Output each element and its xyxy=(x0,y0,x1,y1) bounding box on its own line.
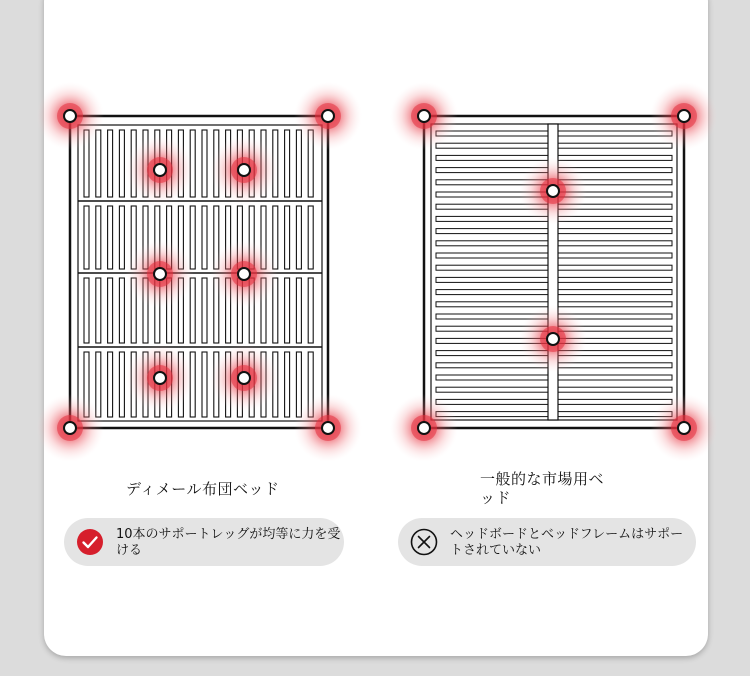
left-bed-slat xyxy=(202,278,207,343)
support-point-marker xyxy=(210,136,278,204)
support-point-marker xyxy=(210,240,278,308)
left-bed-diagram xyxy=(70,116,328,428)
right-bed-slat xyxy=(436,277,548,282)
left-bed-slat xyxy=(296,278,301,343)
left-bed-slat xyxy=(108,206,113,269)
right-bed-slat xyxy=(436,290,548,295)
left-bed-slat xyxy=(190,206,195,269)
left-feature-text: 10本のサポートレッグが均等に力を受ける xyxy=(116,527,341,558)
left-bed-slat xyxy=(285,130,290,197)
support-point-marker xyxy=(36,82,104,150)
support-point-marker xyxy=(650,82,718,150)
support-point-marker xyxy=(390,82,458,150)
right-bed-slat xyxy=(436,375,548,380)
support-point-marker xyxy=(126,240,194,308)
support-point-marker xyxy=(519,157,587,225)
left-bed-slat xyxy=(285,278,290,343)
right-feature-text: ヘッドボードとベッドフレームはサポートされていない xyxy=(450,527,684,558)
right-bed-slat xyxy=(558,265,672,270)
left-bed-slat xyxy=(202,130,207,197)
left-bed-slat xyxy=(119,130,124,197)
right-bed-slat xyxy=(558,399,672,404)
right-bed-slat xyxy=(558,229,672,234)
support-point-marker xyxy=(210,344,278,412)
left-bed-slat xyxy=(296,130,301,197)
support-point-marker xyxy=(519,305,587,373)
right-bed-slat xyxy=(558,375,672,380)
left-bed-slat xyxy=(285,352,290,417)
left-bed-slat xyxy=(108,278,113,343)
support-point-marker xyxy=(36,394,104,462)
right-feature-pill xyxy=(398,518,696,566)
right-bed-slat xyxy=(558,216,672,221)
left-bed-slat xyxy=(96,206,101,269)
support-point-marker xyxy=(294,82,362,150)
right-bed-slat xyxy=(436,399,548,404)
left-bed-slat xyxy=(119,352,124,417)
x-circle-icon xyxy=(410,528,438,556)
left-bed-slat xyxy=(308,278,313,343)
left-bed-slat xyxy=(308,206,313,269)
left-feature-pill xyxy=(64,518,344,566)
right-bed-slat xyxy=(436,265,548,270)
right-bed-slat xyxy=(558,253,672,258)
left-bed-slat xyxy=(296,206,301,269)
left-bed-slat xyxy=(96,278,101,343)
support-point-marker xyxy=(650,394,718,462)
right-bed-slat xyxy=(436,143,548,148)
right-bed-slat xyxy=(558,302,672,307)
left-bed-slat xyxy=(108,130,113,197)
right-bed-slat xyxy=(436,387,548,392)
left-bed-caption: ディメール布団ベッド xyxy=(126,480,280,498)
right-bed-slat xyxy=(558,155,672,160)
right-bed-slat xyxy=(558,241,672,246)
right-bed-slat xyxy=(436,253,548,258)
left-bed-slat xyxy=(119,278,124,343)
check-circle-icon xyxy=(76,528,104,556)
left-bed-slat xyxy=(84,278,89,343)
support-point-marker xyxy=(126,344,194,412)
right-bed-caption: 一般的な市場用ベッド xyxy=(480,470,605,507)
left-bed-slat xyxy=(84,206,89,269)
left-bed-slat xyxy=(296,352,301,417)
left-bed-slat xyxy=(285,206,290,269)
support-point-marker xyxy=(294,394,362,462)
right-bed-slat xyxy=(436,302,548,307)
right-bed-slat xyxy=(558,277,672,282)
left-bed-slat xyxy=(108,352,113,417)
support-point-marker xyxy=(126,136,194,204)
right-bed-slat xyxy=(436,155,548,160)
right-bed-slat xyxy=(436,216,548,221)
right-bed-slat xyxy=(558,290,672,295)
right-bed-slat xyxy=(558,143,672,148)
right-bed-slat xyxy=(436,241,548,246)
left-bed-slat xyxy=(119,206,124,269)
support-point-marker xyxy=(390,394,458,462)
right-bed-slat xyxy=(436,229,548,234)
left-bed-slat xyxy=(202,206,207,269)
left-bed-slat xyxy=(96,130,101,197)
right-bed-slat xyxy=(558,387,672,392)
left-bed-slat xyxy=(202,352,207,417)
